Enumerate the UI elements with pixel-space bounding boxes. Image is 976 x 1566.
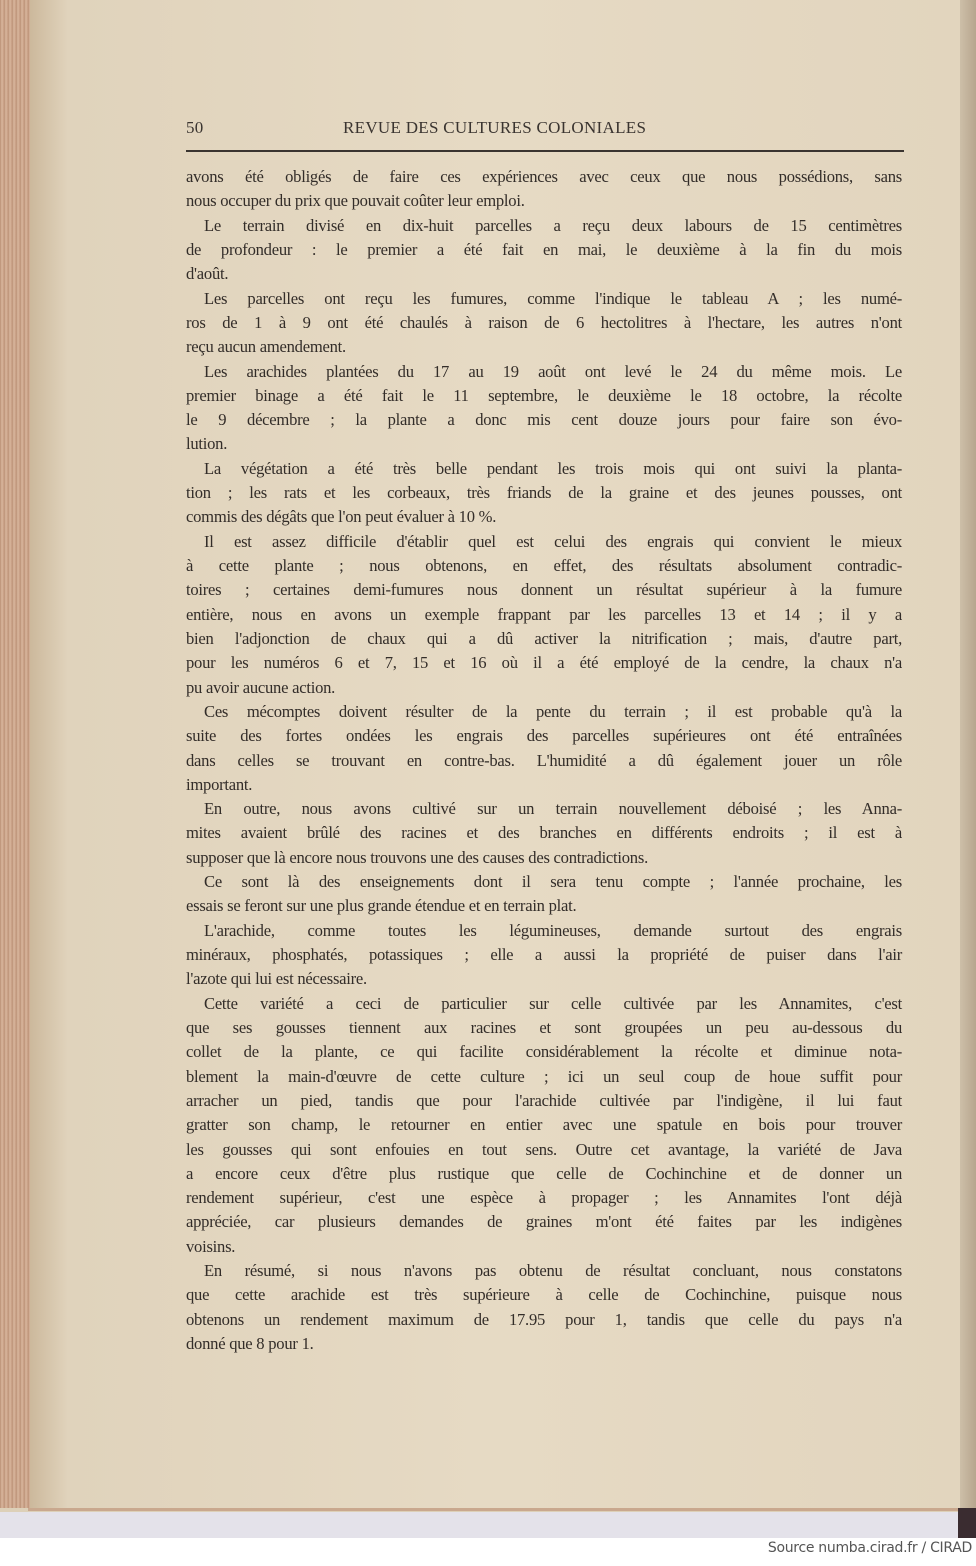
text-line: pu avoir aucune action. <box>186 677 336 697</box>
source-credit: Source numba.cirad.fr / CIRAD <box>767 1540 972 1556</box>
text-line: bien l'adjonction de chaux qui a dû activer la nitrification ; mais, d'autre part, <box>186 628 902 648</box>
text-line: tion ; les rats et les corbeaux, très friands de la graine et des jeunes pousses, ont <box>186 483 902 503</box>
text-line: lution. <box>186 434 228 454</box>
text-line: important. <box>186 774 253 794</box>
header-rule <box>186 150 904 152</box>
text-line: Le terrain divisé en dix-huit parcelles a reçu deux labours de 15 centimètres <box>204 215 902 235</box>
paragraph <box>186 919 902 992</box>
text-line: Les parcelles ont reçu les fumures, comme l'indique le tableau A ; les numé- <box>204 288 902 308</box>
text-line: minéraux, phosphatés, potassiques ; elle a aussi la propriété de puiser dans l'air <box>186 945 902 964</box>
text-line: nous occuper du prix que pouvait coûter leur emploi. <box>186 191 525 211</box>
text-line: essais se feront sur une plus grande étendue et en terrain plat. <box>186 896 577 916</box>
text-line: commis des dégâts que l'on peut évaluer à 10 %. <box>186 507 497 527</box>
text-line: de profondeur : le premier a été fait en mai, le deuxième à la fin du mois <box>186 239 902 259</box>
text-line: à cette plante ; nous obtenons, en effet, des résultats absolument contradic- <box>186 556 902 575</box>
text-line: rendement supérieur, c'est une espèce à propager ; les Annamites l'ont déjà <box>186 1188 902 1208</box>
paragraph <box>186 457 902 530</box>
paragraph <box>186 165 902 214</box>
text-line: le 9 décembre ; la plante a donc mis cent douze jours pour faire son évo- <box>186 410 902 430</box>
paragraph <box>186 1259 902 1356</box>
text-line: dans celles se trouvant en contre-bas. L'humidité a dû également jouer un rôle <box>186 750 902 770</box>
page-number: 50 <box>186 118 204 137</box>
text-line: Ces mécomptes doivent résulter de la pente du terrain ; il est probable qu'à la <box>204 701 902 721</box>
paragraph <box>186 870 902 919</box>
text-line: obtenons un rendement maximum de 17.95 pour 1, tandis que celle du pays n'a <box>186 1309 902 1329</box>
paragraph <box>186 992 902 1259</box>
text-line: avons été obligés de faire ces expériences avec ceux que nous possédions, sans <box>186 167 902 186</box>
text-line: En résumé, si nous n'avons pas obtenu de résultat concluant, nous constatons <box>204 1261 902 1281</box>
book-cover-corner <box>958 1508 976 1538</box>
text-line: que ses gousses tiennent aux racines et sont groupées un peu au-dessous du <box>186 1017 902 1037</box>
running-title: REVUE DES CULTURES COLONIALES <box>343 118 647 137</box>
paragraph <box>186 700 902 797</box>
text-line: les gousses qui sont enfouies en tout sens. Outre cet avantage, la variété de Java <box>186 1139 902 1159</box>
text-line: donné que 8 pour 1. <box>186 1334 314 1353</box>
page-stack-edge <box>0 0 30 1508</box>
paragraph <box>186 214 902 287</box>
text-line: L'arachide, comme toutes les légumineuses, demande surtout des engrais <box>204 920 902 940</box>
text-line: Cette variété a ceci de particulier sur celle cultivée par les Annamites, c'est <box>204 993 902 1013</box>
body-text <box>186 165 902 1356</box>
text-line: toires ; certaines demi-fumures nous donnent un résultat supérieur à la fumure <box>186 580 902 600</box>
scan-bottom-strip <box>0 1512 976 1538</box>
text-line: a encore ceux d'être plus rustique que celle de Cochinchine et de donner un <box>186 1163 902 1183</box>
text-line: Les arachides plantées du 17 au 19 août ont levé le 24 du même mois. Le <box>204 361 902 381</box>
text-line: l'azote qui lui est nécessaire. <box>186 969 367 989</box>
text-line: entière, nous en avons un exemple frappant par les parcelles 13 et 14 ; il y a <box>186 604 902 624</box>
binding-edge <box>960 0 976 1512</box>
text-line: voisins. <box>186 1236 236 1256</box>
text-line: Il est assez difficile d'établir quel est celui des engrais qui convient le mieux <box>204 531 902 551</box>
text-line: reçu aucun amendement. <box>186 337 346 357</box>
paragraph <box>186 530 902 700</box>
text-line: pour les numéros 6 et 7, 15 et 16 où il a été employé de la cendre, la chaux n'a <box>186 653 902 673</box>
text-line: que cette arachide est très supérieure à celle de Cochinchine, puisque nous <box>186 1285 902 1305</box>
text-line: supposer que là encore nous trouvons une des causes des contradictions. <box>186 847 648 867</box>
paragraph <box>186 287 902 360</box>
text-line: appréciée, car plusieurs demandes de graines m'ont été faites par les indigènes <box>186 1212 902 1232</box>
text-line: d'août. <box>186 264 229 284</box>
text-line: suite des fortes ondées les engrais des parcelles supérieures ont été entraînées <box>186 726 902 746</box>
paragraph <box>186 360 902 457</box>
text-line: En outre, nous avons cultivé sur un terrain nouvellement déboisé ; les Anna- <box>204 799 902 819</box>
text-line: La végétation a été très belle pendant les trois mois qui ont suivi la planta- <box>204 458 902 478</box>
text-line: Ce sont là des enseignements dont il sera tenu compte ; l'année prochaine, les <box>204 872 902 892</box>
text-line: collet de la plante, ce qui facilite considérablement la récolte et diminue nota- <box>186 1042 902 1062</box>
text-line: gratter son champ, le retourner en entier avec une spatule en bois pour trouver <box>186 1115 902 1135</box>
text-line: mites avaient brûlé des racines et des branches en différents endroits ; il est à <box>186 823 902 843</box>
text-line: blement la main-d'œuvre de cette culture ; ici un seul coup de houe suffit pour <box>186 1066 902 1086</box>
text-line: premier binage a été fait le 11 septembre, le deuxième le 18 octobre, la récolte <box>186 385 902 405</box>
text-line: arracher un pied, tandis que pour l'arachide cultivée par l'indigène, il lui faut <box>186 1090 902 1110</box>
text-line: ros de 1 à 9 ont été chaulés à raison de 6 hectolitres à l'hectare, les autres n'ont <box>186 312 902 332</box>
paragraph <box>186 797 902 870</box>
